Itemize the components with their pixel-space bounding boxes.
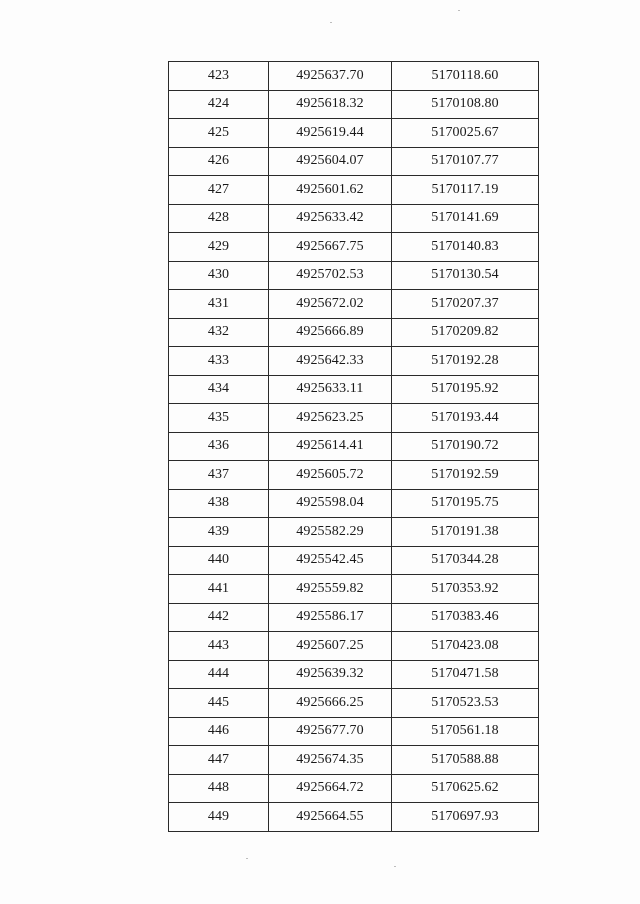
point-number-cell: 431: [169, 290, 269, 319]
x-coordinate-cell: 4925604.07: [269, 147, 392, 176]
table-row: [169, 546, 539, 575]
y-coordinate-cell: 5170193.44: [392, 404, 539, 433]
y-coordinate-cell: 5170207.37: [392, 290, 539, 319]
y-coordinate-cell: 5170353.92: [392, 575, 539, 604]
scan-speck: [330, 22, 332, 23]
table-row: [169, 603, 539, 632]
point-number-cell: 443: [169, 632, 269, 661]
scan-speck: [394, 866, 396, 867]
x-coordinate-cell: 4925666.89: [269, 318, 392, 347]
x-coordinate-cell: 4925667.75: [269, 233, 392, 262]
y-coordinate-cell: 5170140.83: [392, 233, 539, 262]
x-coordinate-cell: 4925605.72: [269, 461, 392, 490]
y-coordinate-cell: 5170523.53: [392, 689, 539, 718]
x-coordinate-cell: 4925639.32: [269, 660, 392, 689]
y-coordinate-cell: 5170195.75: [392, 489, 539, 518]
x-coordinate-cell: 4925618.32: [269, 90, 392, 119]
x-coordinate-cell: 4925677.70: [269, 717, 392, 746]
x-coordinate-cell: 4925664.55: [269, 803, 392, 832]
point-number-cell: 424: [169, 90, 269, 119]
x-coordinate-cell: 4925637.70: [269, 62, 392, 91]
x-coordinate-cell: 4925642.33: [269, 347, 392, 376]
y-coordinate-cell: 5170107.77: [392, 147, 539, 176]
y-coordinate-cell: 5170423.08: [392, 632, 539, 661]
y-coordinate-cell: 5170561.18: [392, 717, 539, 746]
point-number-cell: 435: [169, 404, 269, 433]
point-number-cell: 432: [169, 318, 269, 347]
x-coordinate-cell: 4925674.35: [269, 746, 392, 775]
x-coordinate-cell: 4925601.62: [269, 176, 392, 205]
table-row: [169, 575, 539, 604]
point-number-cell: 440: [169, 546, 269, 575]
table-row: [169, 404, 539, 433]
table-row: [169, 803, 539, 832]
table-row: [169, 90, 539, 119]
table-row: [169, 746, 539, 775]
table-row: [169, 689, 539, 718]
coordinates-table-body: [169, 62, 539, 832]
scan-speck: [458, 10, 460, 11]
scan-speck: [246, 858, 248, 859]
y-coordinate-cell: 5170588.88: [392, 746, 539, 775]
x-coordinate-cell: 4925623.25: [269, 404, 392, 433]
table-row: [169, 318, 539, 347]
point-number-cell: 444: [169, 660, 269, 689]
table-row: [169, 432, 539, 461]
point-number-cell: 433: [169, 347, 269, 376]
point-number-cell: 438: [169, 489, 269, 518]
table-row: [169, 290, 539, 319]
table-row: [169, 176, 539, 205]
y-coordinate-cell: 5170130.54: [392, 261, 539, 290]
x-coordinate-cell: 4925666.25: [269, 689, 392, 718]
point-number-cell: 430: [169, 261, 269, 290]
x-coordinate-cell: 4925598.04: [269, 489, 392, 518]
x-coordinate-cell: 4925582.29: [269, 518, 392, 547]
point-number-cell: 425: [169, 119, 269, 148]
point-number-cell: 434: [169, 375, 269, 404]
y-coordinate-cell: 5170625.62: [392, 774, 539, 803]
table-row: [169, 233, 539, 262]
point-number-cell: 428: [169, 204, 269, 233]
y-coordinate-cell: 5170209.82: [392, 318, 539, 347]
table-row: [169, 375, 539, 404]
y-coordinate-cell: 5170141.69: [392, 204, 539, 233]
y-coordinate-cell: 5170195.92: [392, 375, 539, 404]
y-coordinate-cell: 5170344.28: [392, 546, 539, 575]
x-coordinate-cell: 4925633.42: [269, 204, 392, 233]
x-coordinate-cell: 4925672.02: [269, 290, 392, 319]
y-coordinate-cell: 5170118.60: [392, 62, 539, 91]
table-row: [169, 62, 539, 91]
point-number-cell: 448: [169, 774, 269, 803]
x-coordinate-cell: 4925607.25: [269, 632, 392, 661]
table-row: [169, 347, 539, 376]
table-row: [169, 147, 539, 176]
x-coordinate-cell: 4925614.41: [269, 432, 392, 461]
y-coordinate-cell: 5170117.19: [392, 176, 539, 205]
table-row: [169, 632, 539, 661]
point-number-cell: 445: [169, 689, 269, 718]
point-number-cell: 437: [169, 461, 269, 490]
point-number-cell: 441: [169, 575, 269, 604]
x-coordinate-cell: 4925619.44: [269, 119, 392, 148]
table-row: [169, 717, 539, 746]
coordinates-table: [168, 61, 539, 832]
table-row: [169, 261, 539, 290]
x-coordinate-cell: 4925559.82: [269, 575, 392, 604]
point-number-cell: 427: [169, 176, 269, 205]
x-coordinate-cell: 4925542.45: [269, 546, 392, 575]
y-coordinate-cell: 5170383.46: [392, 603, 539, 632]
point-number-cell: 449: [169, 803, 269, 832]
y-coordinate-cell: 5170192.28: [392, 347, 539, 376]
table-row: [169, 518, 539, 547]
x-coordinate-cell: 4925702.53: [269, 261, 392, 290]
table-row: [169, 774, 539, 803]
point-number-cell: 439: [169, 518, 269, 547]
x-coordinate-cell: 4925633.11: [269, 375, 392, 404]
table-row: [169, 660, 539, 689]
y-coordinate-cell: 5170108.80: [392, 90, 539, 119]
y-coordinate-cell: 5170471.58: [392, 660, 539, 689]
point-number-cell: 436: [169, 432, 269, 461]
table-row: [169, 489, 539, 518]
point-number-cell: 429: [169, 233, 269, 262]
y-coordinate-cell: 5170025.67: [392, 119, 539, 148]
point-number-cell: 423: [169, 62, 269, 91]
y-coordinate-cell: 5170190.72: [392, 432, 539, 461]
x-coordinate-cell: 4925586.17: [269, 603, 392, 632]
x-coordinate-cell: 4925664.72: [269, 774, 392, 803]
table-row: [169, 204, 539, 233]
point-number-cell: 447: [169, 746, 269, 775]
point-number-cell: 442: [169, 603, 269, 632]
table-row: [169, 119, 539, 148]
y-coordinate-cell: 5170191.38: [392, 518, 539, 547]
table-row: [169, 461, 539, 490]
y-coordinate-cell: 5170192.59: [392, 461, 539, 490]
y-coordinate-cell: 5170697.93: [392, 803, 539, 832]
point-number-cell: 426: [169, 147, 269, 176]
point-number-cell: 446: [169, 717, 269, 746]
